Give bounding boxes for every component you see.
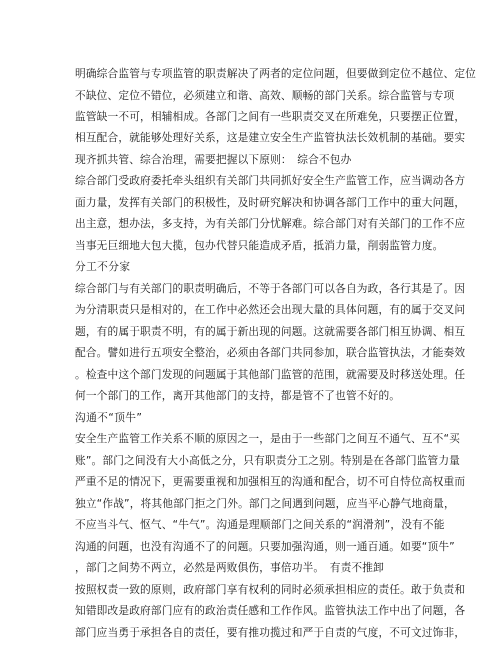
- paragraph-line: 沟通的问题，也没有沟通不了的问题。只要加强沟通，则一通百通。如要“顶牛”: [75, 540, 455, 553]
- paragraph-line: 配合。譬如进行五项安全整治，必须由各部门共同参加，联合监管执法，才能奏效: [75, 346, 466, 359]
- paragraph-line: 为分清职责只是相对的，在工作中必然还会出现大量的具体问题，有的属于交叉问: [75, 303, 466, 316]
- paragraph-line: 出主意，想办法，多支持，为有关部门分忧解难。综合部门对有关部门的工作不应: [75, 217, 466, 230]
- paragraph-line: 相互配合，就能够处理好关系，这是建立安全生产监管执法长效机制的基础。要实: [75, 131, 466, 144]
- section-heading-goutong: 沟通不“顶牛”: [75, 411, 143, 424]
- paragraph-line: 何一个部门的工作，离开其他部门的支持，都是管不了也管不好的。: [75, 389, 401, 402]
- paragraph-line: 不缺位、定位不错位，必须建立和谐、高效、顺畅的部门关系。综合监管与专项: [75, 89, 455, 102]
- paragraph-line: 现齐抓共管、综合治理，需要把握以下原则： 综合不包办: [75, 153, 352, 166]
- paragraph-line: 安全生产监管工作关系不顺的原因之一，是由于一些部门之间互不通气、互不“买: [75, 432, 461, 445]
- paragraph-line: 不应当斗气、怄气、“牛气”。沟通是理顺部门之间关系的“润滑剂”，没有不能: [75, 518, 445, 531]
- paragraph-line: 按照权责一致的原则，政府部门享有权利的同时必须承担相应的责任。敢于负责和: [75, 583, 466, 596]
- paragraph-line: 明确综合监管与专项监管的职责解决了两者的定位问题，但要做到定位不越位、定位: [75, 67, 476, 80]
- paragraph-line: ，部门之间势不两立，必然是两败俱伤，事倍功半。 有责不推卸: [75, 561, 384, 574]
- paragraph-line: 题，有的属于职责不明，有的属于新出现的问题。这就需要各部门相互协调、相互: [75, 325, 466, 338]
- paragraph-line: 部门应当勇于承担各自的责任，要有推功揽过和严于自责的气度，不可文过饰非，: [75, 626, 466, 639]
- paragraph-line: 综合部门与有关部门的职责明确后，不等于各部门可以各自为政，各行其是了。因: [75, 282, 466, 295]
- paragraph-line: 独立“作战”，将其他部门拒之门外。部门之间遇到问题，应当平心静气地商量，: [75, 497, 455, 510]
- paragraph-line: 。检查中这个部门发现的问题属于其他部门监管的范围，就需要及时移送处理。任: [75, 368, 466, 381]
- paragraph-line: 账”。部门之间没有大小高低之分，只有职责分工之别。特别是在各部门监管力量: [75, 454, 461, 467]
- paragraph-line: 监管缺一不可，相辅相成。各部门之间有一些职责交叉在所难免，只要摆正位置，: [75, 110, 466, 123]
- paragraph-line: 综合部门受政府委托牵头组织有关部门共同抓好安全生产监管工作，应当调动各方: [75, 174, 466, 187]
- paragraph-line: 面力量，发挥有关部门的积极性，及时研究解决和协调各部门工作中的重大问题，: [75, 196, 466, 209]
- section-heading-fengong: 分工不分家: [75, 260, 131, 273]
- paragraph-line: 严重不足的情况下，更需要重视和加强相互的沟通和配合，切不可自恃位高权重而: [75, 475, 466, 488]
- paragraph-line: 知错即改是政府部门应有的政治责任感和工作作风。监管执法工作中出了问题，各: [75, 604, 466, 617]
- paragraph-line: 当事无巨细地大包大揽，包办代替只能造成矛盾，抵消力量，削弱监管力度。: [75, 239, 444, 252]
